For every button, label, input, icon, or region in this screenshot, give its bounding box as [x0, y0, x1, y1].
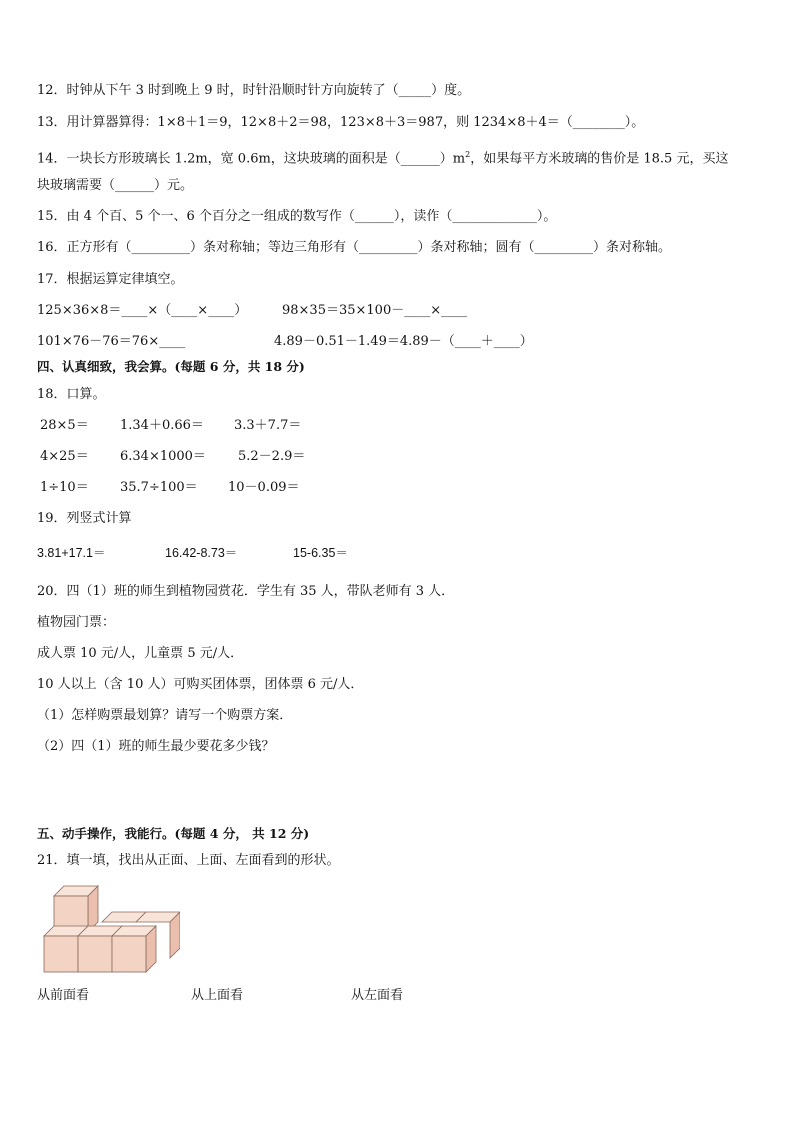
question-14-text-a: 14．一块长方形玻璃长 1.2m，宽 0.6m，这块玻璃的面积是（______）m: [37, 151, 466, 167]
cube-top: [54, 886, 98, 932]
question-20: 20．四（1）班的师生到植物园赏花．学生有 35 人，带队老师有 3 人．: [37, 584, 455, 599]
vertical-calc-3: 15-6.35＝: [293, 546, 348, 560]
view-label-front: 从前面看: [37, 988, 90, 1003]
question-18: 18．口算。: [37, 387, 106, 402]
question-20-sub-2: （2）四（1）班的师生最少要花多少钱？: [37, 739, 275, 754]
view-label-top: 从上面看: [191, 988, 244, 1003]
question-17-row-2-left: 101×76－76＝76×____: [37, 334, 186, 349]
oral-2-2: 6.34×1000＝: [120, 449, 206, 464]
question-15: 15．由 4 个百、5 个一、6 个百分之一组成的数写作（______），读作（_____________）。: [37, 209, 557, 224]
oral-1-1: 28×5＝: [40, 418, 89, 433]
question-14-text-b: ，如果每平方米玻璃的售价是 18.5 元，买这: [470, 151, 729, 167]
vertical-calc-2: 16.42-8.73＝: [165, 546, 238, 560]
question-16: 16．正方形有（_________）条对称轴；等边三角形有（_________）条对称轴；圆有（_________）条对称轴。: [37, 240, 672, 255]
vertical-calc-1: 3.81+17.1＝: [37, 546, 106, 560]
oral-1-2: 1.34＋0.66＝: [120, 418, 204, 433]
question-17: 17．根据运算定律填空。: [37, 272, 184, 287]
oral-2-1: 4×25＝: [40, 449, 89, 464]
question-14-line-2: 块玻璃需要（______）元。: [37, 178, 194, 193]
oral-1-3: 3.3＋7.7＝: [234, 418, 302, 433]
oral-2-3: 5.2－2.9＝: [238, 449, 306, 464]
cube-stack-figure: [40, 880, 180, 975]
cube-bottom-row: [44, 926, 156, 972]
section-5-title: 五、动手操作，我能行。(每题 4 分， 共 12 分): [37, 826, 310, 841]
question-13: 13．用计算器算得：1×8＋1＝9，12×8＋2＝98，123×8＋3＝987，则 1234×8＋4＝（________）。: [37, 115, 645, 130]
question-20-ticket-heading: 植物园门票：: [37, 615, 116, 630]
question-19: 19．列竖式计算: [37, 511, 132, 526]
oral-3-1: 1÷10＝: [40, 480, 89, 495]
question-17-row-1-right: 98×35＝35×100－____×____: [282, 303, 468, 318]
question-14-line-1: [37, 146, 728, 168]
oral-3-2: 35.7÷100＝: [120, 480, 198, 495]
question-14-superscript: 2: [465, 150, 471, 159]
oral-3-3: 10－0.09＝: [228, 480, 300, 495]
view-label-left: 从左面看: [351, 988, 404, 1003]
question-20-ticket-prices: 成人票 10 元/人，儿童票 5 元/人．: [37, 646, 244, 661]
question-12: 12．时钟从下午 3 时到晚上 9 时，时针沿顺时针方向旋转了（_____）度。: [37, 83, 471, 98]
section-4-title: 四、认真细致，我会算。(每题 6 分，共 18 分): [37, 359, 305, 374]
question-20-sub-1: （1）怎样购票最划算？请写一个购票方案．: [37, 708, 293, 723]
question-21: 21．填一填，找出从正面、上面、左面看到的形状。: [37, 853, 340, 868]
question-17-row-2-right: 4.89－0.51－1.49＝4.89－（____＋____）: [274, 334, 533, 349]
question-17-row-1-left: 125×36×8＝____×（____×____）: [37, 303, 248, 318]
question-20-group-ticket: 10 人以上（含 10 人）可购买团体票，团体票 6 元/人．: [37, 677, 364, 692]
